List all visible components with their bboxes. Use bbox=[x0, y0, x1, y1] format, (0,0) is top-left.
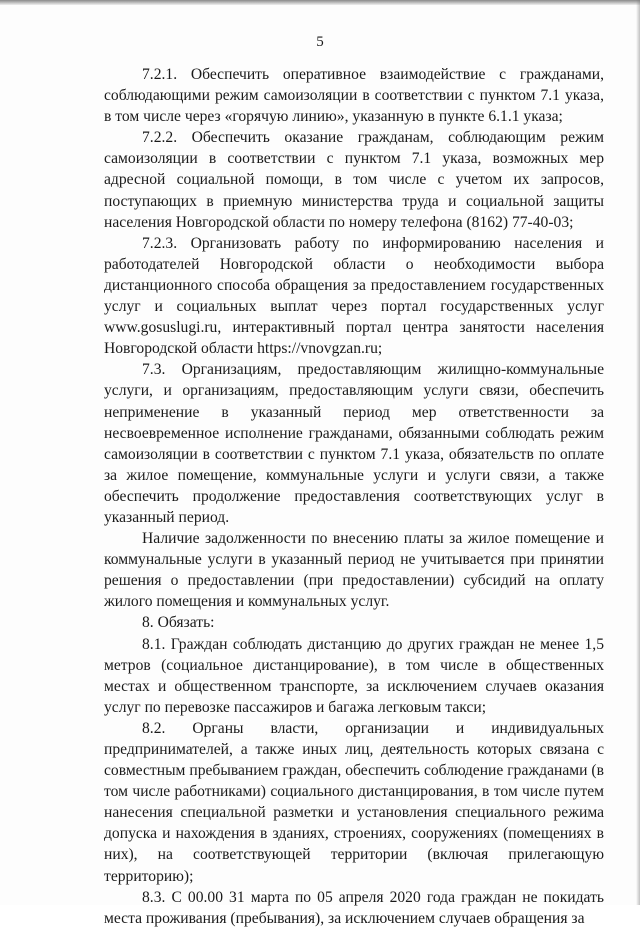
paragraph-8: 8. Обязать: bbox=[142, 614, 215, 632]
paragraph-7-3: 7.3. Организациям, предоставляющим жилищно-коммунальные услуги, и организациям, предоставляющим услуги связи, обеспечить неприменение в указанный период мер ответственности за несвоевременное исполнение гражданами, обязанными соблюдать режим самоизоляции в соответствии с пунктом 7.1 указа, обязательств по оплате за жилое помещение, коммунальные услуги и услуги связи, а также обеспечить продолжение предоставления соответствующих услуг в указанный период. bbox=[104, 361, 604, 526]
paragraph-7-2-3: 7.2.3. Организовать работу по информированию населения и работодателей Новгородской области о необходимости выбора дистанционного способа обращения за предоставлением государственных услуг и социальных выплат через портал государственных услуг www.gosuslugi.ru, интерактивный портал центра занятости населения Новгородской области https://vnovgzan.ru; bbox=[104, 234, 604, 358]
paragraph-8-3: 8.3. С 00.00 31 марта по 05 апреля 2020 года граждан не покидать места проживания (пребывания), за исключением случаев обращения за bbox=[104, 888, 604, 927]
scan-edge-right bbox=[636, 0, 640, 905]
scan-edge-top bbox=[0, 0, 640, 5]
paragraph-debt-note: Наличие задолженности по внесению платы за жилое помещение и коммунальные услуги в указанный период не учитывается при принятии решения о предоставлении (при предоставлении) субсидий на оплату жилого помещения и коммунальных услуг. bbox=[104, 530, 604, 611]
paragraph-8-1: 8.1. Граждан соблюдать дистанцию до других граждан не менее 1,5 метров (социальное дистанцирование), в том числе в общественных местах и общественном транспорте, за исключением случаев оказания услуг по перевозке пассажиров и багажа легковым такси; bbox=[104, 635, 604, 716]
page-number: 5 bbox=[316, 34, 324, 50]
paragraph-7-2-2: 7.2.2. Обеспечить оказание гражданам, соблюдающим режим самоизоляции в соответствии с пунктом 7.1 указа, возможных мер адресной социальной помощи, в том числе с учетом их запросов, поступающих в приемную министерства труда и социальной защиты населения Новгородской области по номеру телефона (8162) 77-40-03; bbox=[104, 129, 604, 231]
paragraph-7-2-1: 7.2.1. Обеспечить оперативное взаимодействие с гражданами, соблюдающими режим самоизоляции в соответствии с пунктом 7.1 указа, в том числе через «горячую линию», указанную в пункте 6.1.1 указа; bbox=[104, 66, 604, 126]
paragraph-8-2: 8.2. Органы власти, организации и индивидуальных предпринимателей, а также иных лиц, деятельность которых связана с совместным пребыванием граждан, обеспечить соблюдение гражданами (в том числе работниками) социального дистанцирования, в том числе путем нанесения специальной разметки и установления специального режима допуска и нахождения в зданиях, строениях, сооружениях (помещениях в них), на соответствующей территории (включая прилегающую территорию); bbox=[104, 719, 604, 885]
document-body bbox=[104, 64, 604, 929]
